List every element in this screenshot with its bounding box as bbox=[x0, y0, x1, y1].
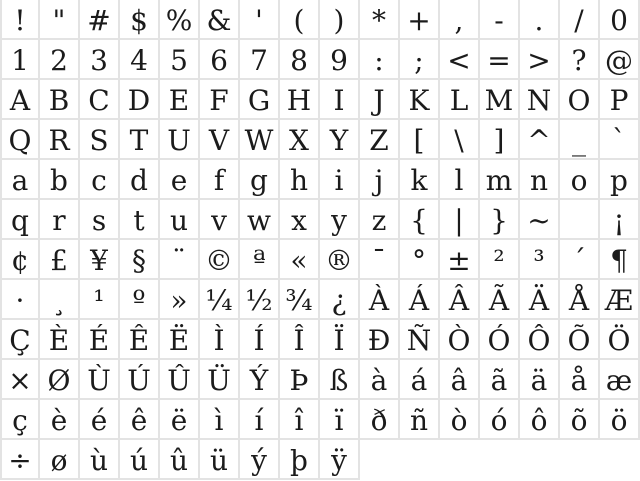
glyph-cell[interactable]: Ü bbox=[200, 360, 240, 400]
glyph-cell[interactable]: à bbox=[360, 360, 400, 400]
glyph-cell[interactable]: e bbox=[160, 160, 200, 200]
glyph-cell[interactable]: ã bbox=[480, 360, 520, 400]
glyph-cell[interactable]: · bbox=[0, 280, 40, 320]
glyph-cell[interactable]: - bbox=[480, 0, 520, 40]
glyph-cell[interactable]: ü bbox=[200, 440, 240, 480]
glyph-cell[interactable]: I bbox=[320, 80, 360, 120]
glyph-cell[interactable]: £ bbox=[40, 240, 80, 280]
glyph-cell[interactable]: » bbox=[160, 280, 200, 320]
glyph-cell[interactable]: ¿ bbox=[320, 280, 360, 320]
glyph-cell[interactable]: M bbox=[480, 80, 520, 120]
glyph-cell[interactable]: ; bbox=[400, 40, 440, 80]
glyph-cell[interactable]: Á bbox=[400, 280, 440, 320]
glyph-cell[interactable]: Û bbox=[160, 360, 200, 400]
glyph-cell[interactable]: V bbox=[200, 120, 240, 160]
glyph-cell[interactable]: ¶ bbox=[600, 240, 640, 280]
glyph-cell[interactable]: A bbox=[0, 80, 40, 120]
glyph-cell[interactable]: c bbox=[80, 160, 120, 200]
glyph-row bbox=[0, 200, 640, 240]
glyph-cell[interactable]: % bbox=[160, 0, 200, 40]
glyph-cell[interactable]: û bbox=[160, 440, 200, 480]
glyph-cell[interactable]: \ bbox=[440, 120, 480, 160]
glyph-cell[interactable]: d bbox=[120, 160, 160, 200]
glyph-cell[interactable]: ± bbox=[440, 240, 480, 280]
glyph-row bbox=[0, 80, 640, 120]
glyph-cell[interactable]: t bbox=[120, 200, 160, 240]
glyph-cell[interactable]: Q bbox=[0, 120, 40, 160]
glyph-cell[interactable]: { bbox=[400, 200, 440, 240]
glyph-cell[interactable]: : bbox=[360, 40, 400, 80]
glyph-cell[interactable]: / bbox=[560, 0, 600, 40]
glyph-cell[interactable]: ® bbox=[320, 240, 360, 280]
glyph-cell[interactable]: ` bbox=[600, 120, 640, 160]
glyph-cell[interactable]: ê bbox=[120, 400, 160, 440]
glyph-cell[interactable]: } bbox=[480, 200, 520, 240]
glyph-cell[interactable]: À bbox=[360, 280, 400, 320]
glyph-cell[interactable]: X bbox=[280, 120, 320, 160]
glyph-cell[interactable]: # bbox=[80, 0, 120, 40]
glyph-cell[interactable]: Ë bbox=[160, 320, 200, 360]
glyph-cell[interactable]: 6 bbox=[200, 40, 240, 80]
glyph-cell[interactable]: ¡ bbox=[600, 200, 640, 240]
glyph-row bbox=[0, 40, 640, 80]
glyph-cell[interactable]: ò bbox=[440, 400, 480, 440]
glyph-cell[interactable]: º bbox=[120, 280, 160, 320]
glyph-cell[interactable]: s bbox=[80, 200, 120, 240]
glyph-cell[interactable]: 3 bbox=[80, 40, 120, 80]
glyph-cell[interactable]: Õ bbox=[560, 320, 600, 360]
glyph-cell[interactable]: . bbox=[520, 0, 560, 40]
glyph-cell[interactable]: Ò bbox=[440, 320, 480, 360]
glyph-cell[interactable]: ³ bbox=[520, 240, 560, 280]
glyph-cell[interactable]: ÷ bbox=[0, 440, 40, 480]
glyph-cell[interactable]: ù bbox=[80, 440, 120, 480]
glyph-cell[interactable]: h bbox=[280, 160, 320, 200]
glyph-cell[interactable]: g bbox=[240, 160, 280, 200]
glyph-cell[interactable]: ë bbox=[160, 400, 200, 440]
glyph-row bbox=[0, 0, 640, 40]
glyph-cell[interactable]: " bbox=[40, 0, 80, 40]
glyph-cell[interactable]: Ê bbox=[120, 320, 160, 360]
glyph-cell[interactable]: ~ bbox=[520, 200, 560, 240]
glyph-cell[interactable]: É bbox=[80, 320, 120, 360]
glyph-cell[interactable]: | bbox=[440, 200, 480, 240]
glyph-cell[interactable]: ú bbox=[120, 440, 160, 480]
glyph-cell[interactable]: Y bbox=[320, 120, 360, 160]
glyph-cell[interactable]: T bbox=[120, 120, 160, 160]
glyph-cell[interactable]: i bbox=[320, 160, 360, 200]
glyph-row bbox=[0, 280, 640, 320]
glyph-cell[interactable]: = bbox=[480, 40, 520, 80]
glyph-cell[interactable]: § bbox=[120, 240, 160, 280]
glyph-cell[interactable]: ] bbox=[480, 120, 520, 160]
glyph-cell[interactable]: ï bbox=[320, 400, 360, 440]
glyph-cell[interactable]: 9 bbox=[320, 40, 360, 80]
glyph-cell[interactable]: < bbox=[440, 40, 480, 80]
glyph-cell[interactable]: ² bbox=[480, 240, 520, 280]
glyph-row bbox=[0, 400, 640, 440]
glyph-cell[interactable]: ° bbox=[400, 240, 440, 280]
glyph-cell[interactable]: ª bbox=[240, 240, 280, 280]
glyph-cell[interactable]: Z bbox=[360, 120, 400, 160]
glyph-cell[interactable]: ) bbox=[320, 0, 360, 40]
glyph-cell[interactable]: ö bbox=[600, 400, 640, 440]
glyph-cell[interactable]: + bbox=[400, 0, 440, 40]
glyph-cell[interactable]: R bbox=[40, 120, 80, 160]
glyph-cell[interactable]: Ý bbox=[240, 360, 280, 400]
glyph-cell[interactable]: ß bbox=[320, 360, 360, 400]
glyph-cell[interactable]: ¼ bbox=[200, 280, 240, 320]
glyph-cell[interactable]: 5 bbox=[160, 40, 200, 80]
glyph-cell[interactable]: Â bbox=[440, 280, 480, 320]
glyph-cell[interactable]: ç bbox=[0, 400, 40, 440]
glyph-cell[interactable]: y bbox=[320, 200, 360, 240]
glyph-cell[interactable]: á bbox=[400, 360, 440, 400]
glyph-cell[interactable]: L bbox=[440, 80, 480, 120]
glyph-cell[interactable]: v bbox=[200, 200, 240, 240]
glyph-cell[interactable]: Ù bbox=[80, 360, 120, 400]
glyph-cell[interactable]: P bbox=[600, 80, 640, 120]
glyph-cell[interactable]: ( bbox=[280, 0, 320, 40]
glyph-cell[interactable]: 8 bbox=[280, 40, 320, 80]
glyph-cell[interactable]: p bbox=[600, 160, 640, 200]
glyph-cell[interactable]: ð bbox=[360, 400, 400, 440]
glyph-cell[interactable]: [ bbox=[400, 120, 440, 160]
glyph-cell[interactable]: ì bbox=[200, 400, 240, 440]
glyph-cell[interactable]: Ô bbox=[520, 320, 560, 360]
glyph-cell[interactable]: , bbox=[440, 0, 480, 40]
glyph-cell[interactable]: f bbox=[200, 160, 240, 200]
glyph-row bbox=[0, 440, 640, 480]
glyph-cell[interactable]: & bbox=[200, 0, 240, 40]
glyph-cell[interactable]: þ bbox=[280, 440, 320, 480]
glyph-cell[interactable]: m bbox=[480, 160, 520, 200]
glyph-cell[interactable]: ¾ bbox=[280, 280, 320, 320]
glyph-cell[interactable]: é bbox=[80, 400, 120, 440]
glyph-cell[interactable]: F bbox=[200, 80, 240, 120]
glyph-cell[interactable]: È bbox=[40, 320, 80, 360]
glyph-cell[interactable]: © bbox=[200, 240, 240, 280]
glyph-cell[interactable]: ¹ bbox=[80, 280, 120, 320]
glyph-cell[interactable]: 1 bbox=[0, 40, 40, 80]
glyph-cell[interactable]: ' bbox=[240, 0, 280, 40]
glyph-row bbox=[0, 320, 640, 360]
glyph-cell[interactable]: u bbox=[160, 200, 200, 240]
glyph-cell[interactable]: Æ bbox=[600, 280, 640, 320]
glyph-cell[interactable]: @ bbox=[600, 40, 640, 80]
glyph-cell[interactable]: 7 bbox=[240, 40, 280, 80]
glyph-row bbox=[0, 160, 640, 200]
glyph-cell[interactable]: r bbox=[40, 200, 80, 240]
glyph-row bbox=[0, 360, 640, 400]
glyph-cell[interactable]: Ñ bbox=[400, 320, 440, 360]
glyph-cell[interactable]: n bbox=[520, 160, 560, 200]
glyph-cell[interactable]: ? bbox=[560, 40, 600, 80]
glyph-cell[interactable]: Ú bbox=[120, 360, 160, 400]
glyph-cell[interactable]: q bbox=[0, 200, 40, 240]
glyph-row bbox=[0, 240, 640, 280]
glyph-cell[interactable]: ¥ bbox=[80, 240, 120, 280]
glyph-cell[interactable]: D bbox=[120, 80, 160, 120]
glyph-cell[interactable]: Å bbox=[560, 280, 600, 320]
glyph-cell[interactable]: æ bbox=[600, 360, 640, 400]
glyph-cell[interactable]: ø bbox=[40, 440, 80, 480]
glyph-cell[interactable]: 0 bbox=[600, 0, 640, 40]
glyph-cell[interactable]: E bbox=[160, 80, 200, 120]
glyph-cell[interactable]: Ç bbox=[0, 320, 40, 360]
glyph-cell[interactable]: ñ bbox=[400, 400, 440, 440]
glyph-cell[interactable]: w bbox=[240, 200, 280, 240]
glyph-cell[interactable]: N bbox=[520, 80, 560, 120]
glyph-cell[interactable]: ó bbox=[480, 400, 520, 440]
glyph-cell[interactable]: Ï bbox=[320, 320, 360, 360]
glyph-cell[interactable]: â bbox=[440, 360, 480, 400]
glyph-cell[interactable]: k bbox=[400, 160, 440, 200]
glyph-cell[interactable]: * bbox=[360, 0, 400, 40]
glyph-cell[interactable]: õ bbox=[560, 400, 600, 440]
glyph-cell[interactable]: b bbox=[40, 160, 80, 200]
glyph-cell[interactable]: Ð bbox=[360, 320, 400, 360]
glyph-cell[interactable]: « bbox=[280, 240, 320, 280]
glyph-cell[interactable]: ½ bbox=[240, 280, 280, 320]
glyph-cell[interactable]: U bbox=[160, 120, 200, 160]
glyph-cell[interactable]: J bbox=[360, 80, 400, 120]
glyph-cell[interactable]: 2 bbox=[40, 40, 80, 80]
glyph-cell[interactable]: 4 bbox=[120, 40, 160, 80]
glyph-cell[interactable]: Þ bbox=[280, 360, 320, 400]
glyph-cell[interactable]: î bbox=[280, 400, 320, 440]
glyph-cell[interactable]: C bbox=[80, 80, 120, 120]
glyph-cell[interactable]: _ bbox=[560, 120, 600, 160]
glyph-cell[interactable]: ´ bbox=[560, 240, 600, 280]
glyph-cell[interactable]: ¨ bbox=[160, 240, 200, 280]
glyph-cell[interactable]: z bbox=[360, 200, 400, 240]
glyph-cell[interactable]: × bbox=[0, 360, 40, 400]
glyph-cell[interactable]: ý bbox=[240, 440, 280, 480]
glyph-cell[interactable]: Í bbox=[240, 320, 280, 360]
glyph-cell[interactable]: > bbox=[520, 40, 560, 80]
glyph-cell[interactable]: Ä bbox=[520, 280, 560, 320]
glyph-cell[interactable]: o bbox=[560, 160, 600, 200]
glyph-cell[interactable]: x bbox=[280, 200, 320, 240]
glyph-cell[interactable]: S bbox=[80, 120, 120, 160]
glyph-cell[interactable]: G bbox=[240, 80, 280, 120]
glyph-cell[interactable]: Ì bbox=[200, 320, 240, 360]
glyph-cell[interactable]: a bbox=[0, 160, 40, 200]
glyph-cell[interactable]: K bbox=[400, 80, 440, 120]
glyph-row bbox=[0, 120, 640, 160]
glyph-cell[interactable]: ^ bbox=[520, 120, 560, 160]
glyph-cell[interactable]: ¸ bbox=[40, 280, 80, 320]
glyph-cell[interactable]: ä bbox=[520, 360, 560, 400]
glyph-cell[interactable]: Ö bbox=[600, 320, 640, 360]
glyph-cell[interactable]: Ø bbox=[40, 360, 80, 400]
empty-glyph-cell bbox=[560, 200, 600, 240]
glyph-cell[interactable]: ! bbox=[0, 0, 40, 40]
glyph-cell[interactable]: W bbox=[240, 120, 280, 160]
glyph-cell[interactable]: è bbox=[40, 400, 80, 440]
glyph-cell[interactable]: O bbox=[560, 80, 600, 120]
glyph-cell[interactable]: å bbox=[560, 360, 600, 400]
glyph-cell[interactable]: ô bbox=[520, 400, 560, 440]
glyph-cell[interactable]: ¯ bbox=[360, 240, 400, 280]
glyph-cell[interactable]: $ bbox=[120, 0, 160, 40]
glyph-cell[interactable]: ÿ bbox=[320, 440, 360, 480]
glyph-cell[interactable]: Î bbox=[280, 320, 320, 360]
glyph-cell[interactable]: l bbox=[440, 160, 480, 200]
glyph-cell[interactable]: Ã bbox=[480, 280, 520, 320]
glyph-cell[interactable]: í bbox=[240, 400, 280, 440]
glyph-cell[interactable]: Ó bbox=[480, 320, 520, 360]
glyph-cell[interactable]: j bbox=[360, 160, 400, 200]
glyph-cell[interactable]: B bbox=[40, 80, 80, 120]
glyph-cell[interactable]: ¢ bbox=[0, 240, 40, 280]
glyph-cell[interactable]: H bbox=[280, 80, 320, 120]
